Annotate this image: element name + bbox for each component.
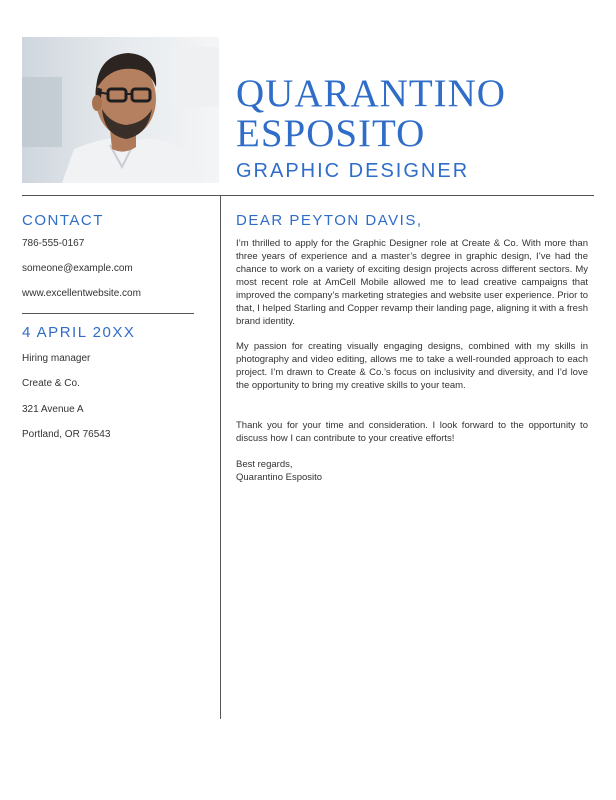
contact-email[interactable]: someone@example.com: [22, 263, 133, 274]
applicant-name: [236, 74, 596, 154]
letter-paragraph-3: Thank you for your time and consideration. I look forward to the opportunity to discuss how I can contribute to your creative efforts!: [236, 420, 588, 444]
name-last: ESPOSITO: [236, 112, 426, 155]
recipient-line-2: Create & Co.: [22, 378, 80, 389]
contact-website[interactable]: www.excellentwebsite.com: [22, 288, 141, 299]
letter-closing: Best regards,: [236, 459, 293, 470]
column-divider: [220, 195, 221, 719]
header-divider: [22, 195, 594, 196]
job-title: GRAPHIC DESIGNER: [236, 160, 470, 182]
letter-paragraph-2: My passion for creating visually engaging designs, combined with my skills in photography and video editing, allows me to take a well-rounded approach to each project. I’m drawn to Create & Co.’s focus on inclusivity and diversity, and I’d love the opportunity to bring my creative skills to your team.: [236, 341, 588, 391]
letter-signature: Quarantino Esposito: [236, 472, 323, 483]
sidebar-divider: [22, 313, 194, 314]
letter-date: 4 APRIL 20XX: [22, 324, 136, 341]
recipient-line-3: 321 Avenue A: [22, 404, 84, 415]
contact-phone: 786-555-0167: [22, 238, 85, 249]
recipient-line-4: Portland, OR 76543: [22, 429, 111, 440]
recipient-line-1: Hiring manager: [22, 353, 91, 364]
portrait-image: [22, 37, 219, 183]
name-first: QUARANTINO: [236, 72, 506, 115]
letter-greeting: DEAR PEYTON DAVIS,: [236, 212, 423, 229]
letter-paragraph-1: I’m thrilled to apply for the Graphic Designer role at Create & Co. With more than three years of experience and a master’s degree in graphic design, I’ve had the chance to work on a variety of exciting design projects across different sectors. My most recent role at AmCell Mobile allowed me to lead creative campaigns that improved the company’s marketing strategies and website user experience. Prior to that, I helped Starling and Copper revamp their landing page, aligning it with a fresh brand identity.: [236, 238, 588, 327]
profile-photo: [22, 37, 219, 183]
contact-heading: CONTACT: [22, 212, 104, 229]
